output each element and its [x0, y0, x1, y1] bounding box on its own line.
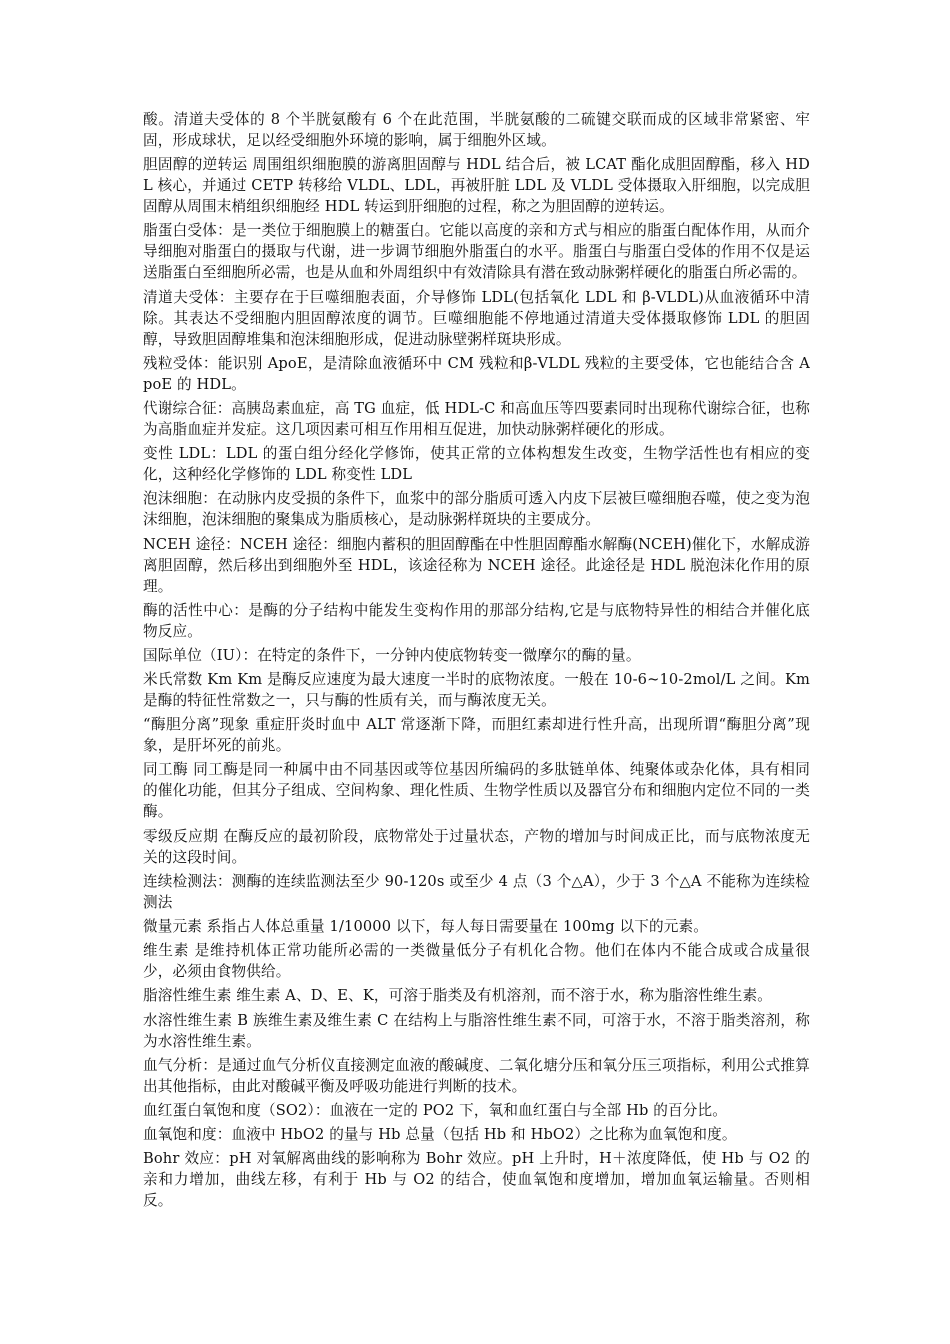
paragraph-isoenzyme: 同工酶 同工酶是同一种属中由不同基因或等位基因所编码的多肽链单体、纯聚体或杂化体，具有相同的催化功能，但其分子组成、空间构象、理化性质、生物学性质以及器官分布和细胞内定位不同的一类酶。 — [143, 761, 810, 821]
paragraph-reverse-cholesterol-transport: 胆固醇的逆转运 周围组织细胞膜的游离胆固醇与 HDL 结合后，被 LCAT 酯化成胆固醇酯，移入 HDL 核心，并通过 CETP 转移给 VLDL、LDL，再被肝脏 LDL 及 VLDL 受体摄取入肝细胞，以完成胆固醇从周围末梢组织细胞经 HDL 转运到肝细胞的过程，称之为胆固醇的逆转运。 — [143, 156, 810, 216]
document-body — [143, 109, 810, 1215]
paragraph-scavenger-receptor-cont: 酸。清道夫受体的 8 个半胱氨酸有 6 个在此范围，半胱氨酸的二硫键交联而成的区域非常紧密、牢固，形成球状，足以经受细胞外环境的影响，属于细胞外区域。 — [143, 111, 810, 149]
paragraph-nceh-pathway: NCEH 途径：NCEH 途径：细胞内蓄积的胆固醇酯在中性胆固醇酯水解酶(NCEH)催化下，水解成游离胆固醇，然后移出到细胞外至 HDL，该途径称为 NCEH 途径。此途径是 HDL 脱泡沫化作用的原理。 — [143, 535, 810, 595]
paragraph-water-soluble-vitamins: 水溶性维生素 B 族维生素及维生素 C 在结构上与脂溶性维生素不同，可溶于水，不溶于脂类溶剂，称为水溶性维生素。 — [143, 1011, 810, 1050]
paragraph-international-unit: 国际单位（IU）：在特定的条件下，一分钟内使底物转变一微摩尔的酶的量。 — [143, 646, 641, 664]
paragraph-continuous-assay: 连续检测法：测酶的连续监测法至少 90-120s 或至少 4 点（3 个△A），少于 3 个△A 不能称为连续检测法 — [143, 872, 810, 911]
paragraph-blood-gas-analysis: 血气分析：是通过血气分析仪直接测定血液的酸碱度、二氧化塘分压和氧分压三项指标，利用公式推算出其他指标，由此对酸碱平衡及呼吸功能进行判断的技术。 — [143, 1056, 810, 1095]
paragraph-active-center: 酶的活性中心：是酶的分子结构中能发生变构作用的那部分结构,它是与底物特异性的相结合并催化底物反应。 — [143, 601, 810, 640]
paragraph-lipoprotein-receptor: 脂蛋白受体：是一类位于细胞膜上的糖蛋白。它能以高度的亲和方式与相应的脂蛋白配体作用，从而介导细胞对脂蛋白的摄取与代谢，进一步调节细胞外脂蛋白的水平。脂蛋白与脂蛋白受体的作用不仅是运送脂蛋白至细胞所必需，也是从血和外周组织中有效清除具有潜在致动脉粥样硬化的脂蛋白所必需的。 — [143, 222, 810, 282]
paragraph-michaelis-constant: 米氏常数 Km Km 是酶反应速度为最大速度一半时的底物浓度。一般在 10-6~10-2mol/L 之间。Km 是酶的特征性常数之一，只与酶的性质有关，而与酶浓度无关。 — [143, 671, 810, 710]
paragraph-trace-elements: 微量元素 系指占人体总重量 1/10000 以下，每人每日需要量在 100mg 以下的元素。 — [143, 918, 708, 935]
paragraph-scavenger-receptor: 清道夫受体：主要存在于巨噬细胞表面，介导修饰 LDL(包括氧化 LDL 和 β-VLDL)从血液循环中清除。其表达不受细胞内胆固醇浓度的调节。巨噬细胞能不停地通过清道夫受体摄取修饰 LDL 的胆固醇，导致胆固醇堆集和泡沫细胞形成，促进动脉壁粥样斑块形成。 — [143, 288, 810, 348]
paragraph-metabolic-syndrome: 代谢综合征：高胰岛素血症，高 TG 血症，低 HDL-C 和高血压等四要素同时出现称代谢综合征，也称为高脂血症并发症。这几项因素可相互作用相互促进，加快动脉粥样硬化的形成。 — [143, 399, 810, 438]
paragraph-blood-oxygen-saturation: 血氧饱和度：血液中 HbO2 的量与 Hb 总量（包括 Hb 和 HbO2）之比称为血氧饱和度。 — [143, 1126, 737, 1144]
paragraph-foam-cell: 泡沫细胞：在动脉内皮受损的条件下，血浆中的部分脂质可透入内皮下层被巨噬细胞吞噬，使之变为泡沫细胞，泡沫细胞的聚集成为脂质核心，是动脉粥样斑块的主要成分。 — [143, 490, 810, 529]
paragraph-bohr-effect: Bohr 效应：pH 对氧解离曲线的影响称为 Bohr 效应。pH 上升时，H＋浓度降低，使 Hb 与 O2 的亲和力增加，曲线左移，有利于 Hb 与 O2 的结合，使血氧饱和度增加，增加血氧运输量。否则相反。 — [143, 1150, 810, 1210]
paragraph-hemoglobin-oxygen-saturation: 血红蛋白氧饱和度（SO2）：血液在一定的 PO2 下，氧和血红蛋白与全部 Hb 的百分比。 — [143, 1101, 727, 1119]
paragraph-remnant-receptor: 残粒受体：能识别 ApoE，是清除血液循环中 CM 残粒和β-VLDL 残粒的主要受体，它也能结合含 ApoE 的 HDL。 — [143, 354, 810, 393]
paragraph-enzyme-bilirubin-dissociation: “酶胆分离”现象 重症肝炎时血中 ALT 常逐渐下降，而胆红素却进行性升高，出现所谓“酶胆分离”现象，是肝坏死的前兆。 — [143, 716, 810, 755]
paragraph-zero-order-phase: 零级反应期 在酶反应的最初阶段，底物常处于过量状态，产物的增加与时间成正比，而与底物浓度无关的这段时间。 — [143, 827, 810, 866]
paragraph-modified-ldl: 变性 LDL：LDL 的蛋白组分经化学修饰，使其正常的立体构想发生改变，生物学活性也有相应的变化，这种经化学修饰的 LDL 称变性 LDL — [143, 445, 810, 484]
paragraph-fat-soluble-vitamins: 脂溶性维生素 维生素 A、D、E、K，可溶于脂类及有机溶剂，而不溶于水，称为脂溶性维生素。 — [143, 987, 772, 1005]
paragraph-vitamins: 维生素 是维持机体正常功能所必需的一类微量低分子有机化合物。他们在体内不能合成或合成量很少，必须由食物供给。 — [143, 942, 810, 981]
